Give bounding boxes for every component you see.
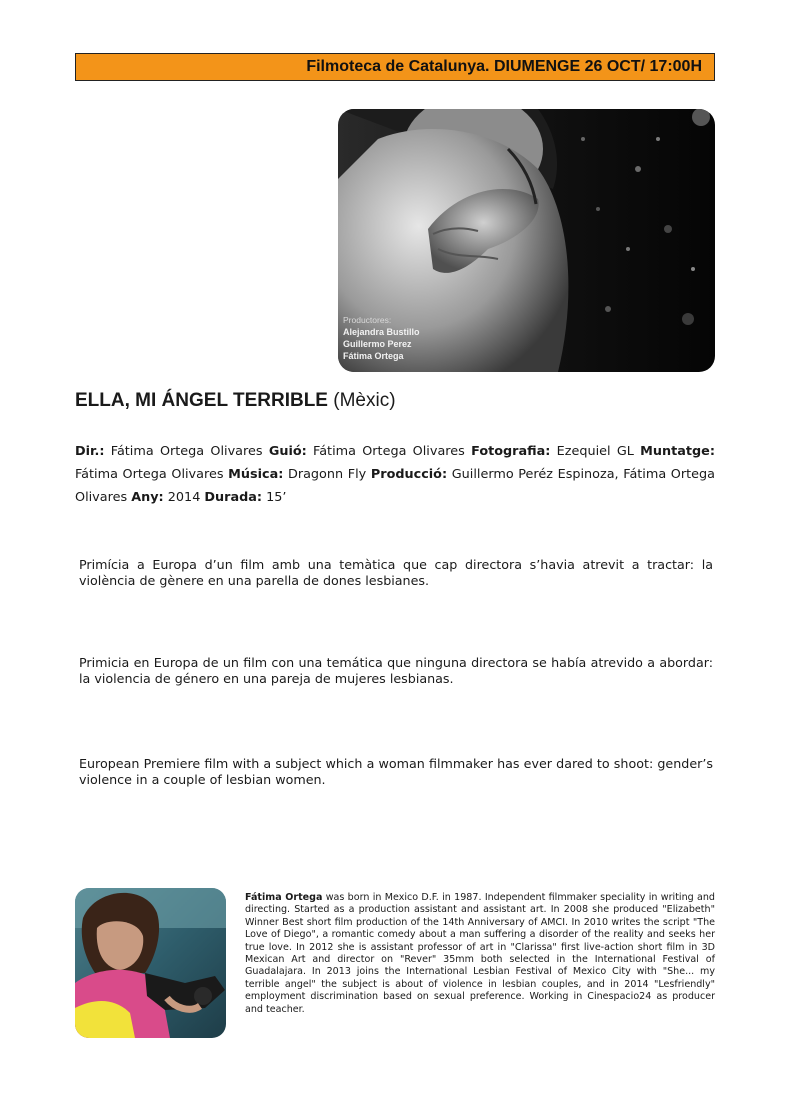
credit-value: Fátima Ortega Olivares — [313, 444, 465, 459]
credit-label: Muntatge: — [640, 444, 715, 459]
credit-value: 2014 — [167, 490, 201, 505]
film-poster — [338, 109, 715, 372]
credit-value: Dragonn Fly — [287, 467, 367, 482]
description-spanish: Primicia en Europa de un film con una temática que ninguna directora se había atrevido a abordar: la violencia de género en una pareja de mujeres lesbianas. — [79, 655, 713, 686]
screening-banner-text: Filmoteca de Catalunya. DIUMENGE 26 OCT/ 17:00H — [306, 58, 702, 75]
credit-label: Producció: — [370, 467, 448, 482]
description-catalan: Primícia a Europa d’un film amb una temàtica que cap directora s’havia atrevit a tractar: la violència de gènere en una parella de dones lesbianes. — [79, 557, 713, 588]
director-photo-image — [75, 888, 226, 1038]
film-credits — [75, 440, 715, 509]
film-country: (Mèxic) — [333, 390, 396, 411]
film-title — [75, 390, 396, 412]
credit-value: Guillermo Peréz Espinoza, Fátima Ortega Olivares — [75, 467, 715, 505]
poster-producer-name: Guillermo Perez — [343, 339, 412, 349]
director-name: Fátima Ortega — [245, 892, 323, 903]
poster-producer-name: Fátima Ortega — [343, 351, 404, 361]
credit-label: Música: — [228, 467, 284, 482]
credit-label: Durada: — [204, 490, 263, 505]
film-title-text: ELLA, MI ÁNGEL TERRIBLE — [75, 390, 328, 411]
credit-value: 15’ — [266, 490, 287, 505]
director-bio-text: was born in Mexico D.F. in 1987. Independent filmmaker speciality in writing and directing. Started as a production assistant and assistant art. In 2008 she produced "Elizabeth" Winner Best short film production of the 14th Anniversary of AMCI. In 2010 writes the script "The Love of Diego", a romantic comedy about a man suffering a disorder of the reality and seeks her true love. In 2012 she is assistant professor of art in "Clarissa" first live-action short film in 3D Mexican Art and director on "Rever" 35mm both selected in the International Festival of Guadalajara. In 2013 joins the International Lesbian Festival of Mexico City with "She... my terrible angel" the subject is about of violence in lesbian couples, and in 2014 "Lesfriendly" employment discrimination based on sexual preference. Working in Cinespacio24 as producer and teacher. — [245, 892, 715, 1015]
credit-value: Fátima Ortega Olivares — [75, 467, 224, 482]
poster-credits-label: Productores: — [343, 315, 392, 325]
credit-label: Fotografia: — [471, 444, 551, 459]
poster-producer-name: Alejandra Bustillo — [343, 327, 420, 337]
credit-label: Dir.: — [75, 444, 105, 459]
credit-value: Fátima Ortega Olivares — [110, 444, 263, 459]
screening-banner — [75, 53, 715, 81]
director-photo — [75, 888, 226, 1038]
credit-value: Ezequiel GL — [556, 444, 634, 459]
credit-label: Any: — [131, 490, 164, 505]
poster-producer-credits — [343, 314, 420, 362]
director-bio — [245, 892, 715, 1016]
credit-label: Guió: — [268, 444, 307, 459]
description-english: European Premiere film with a subject which a woman filmmaker has ever dared to shoot: gender’s violence in a couple of lesbian women. — [79, 756, 713, 787]
